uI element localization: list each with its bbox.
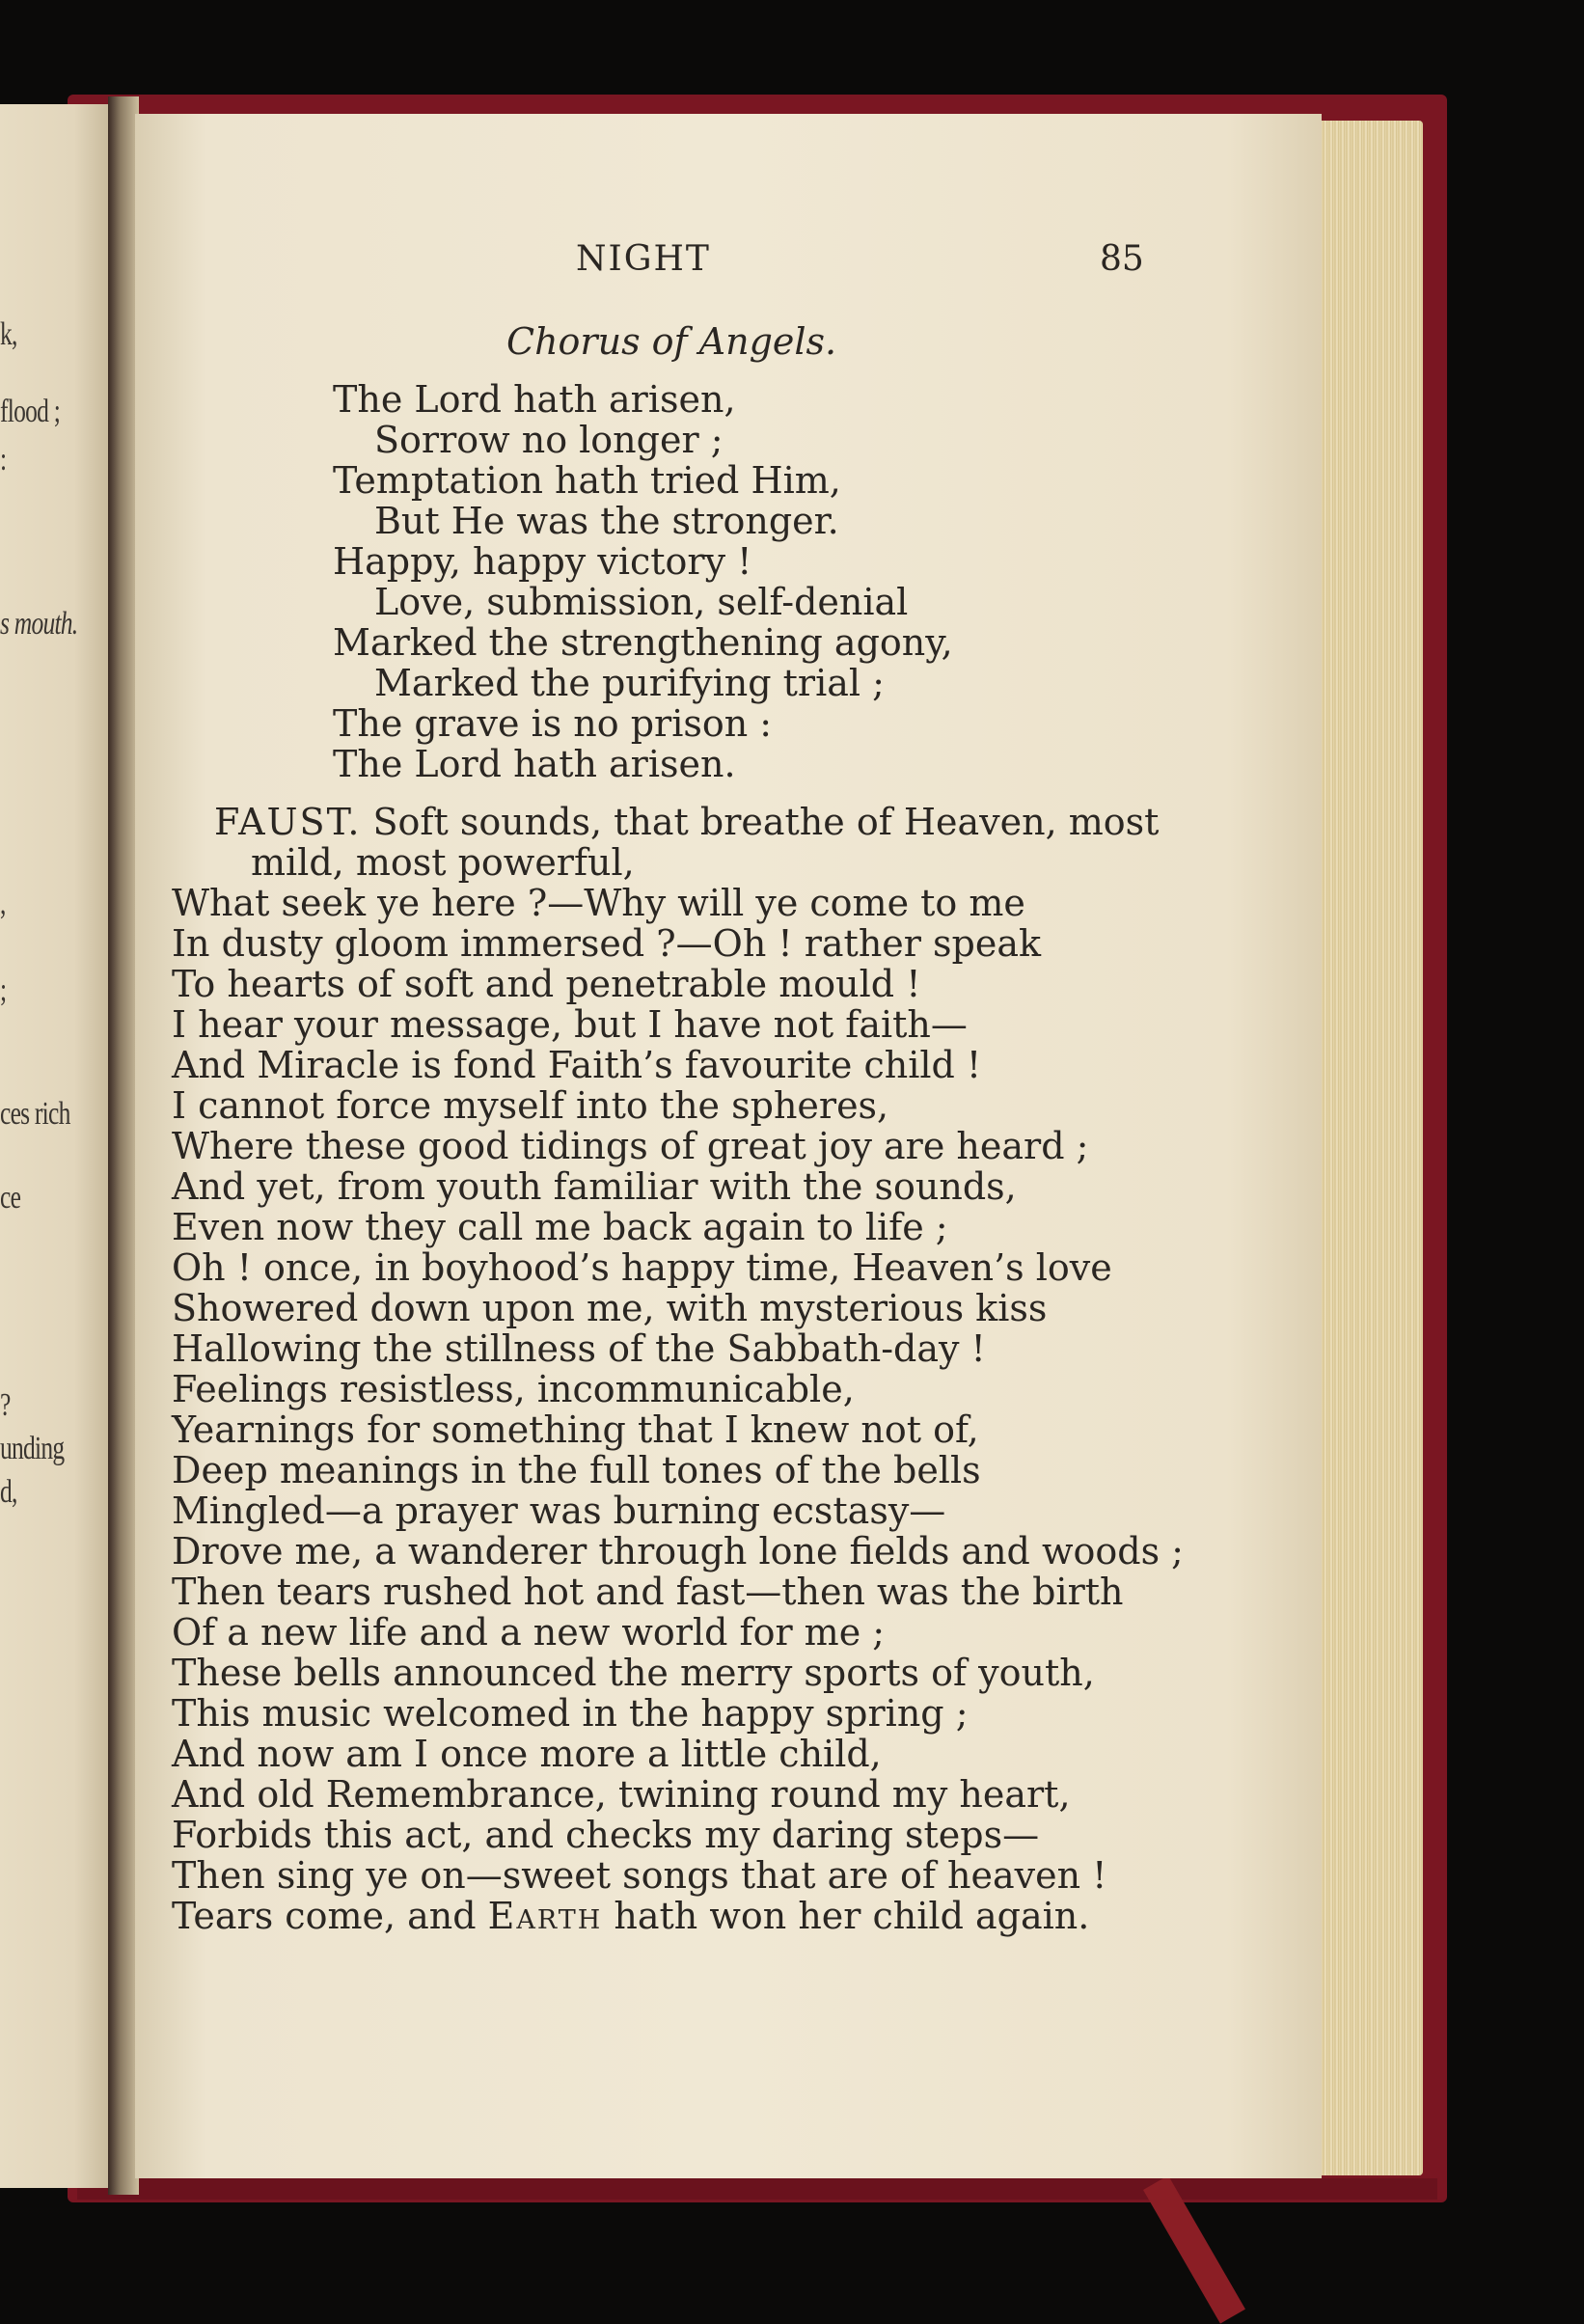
- facing-page-fragment: ces rich: [0, 1096, 70, 1132]
- faust-line: What seek ye here ?—Why will ye come to me: [172, 882, 1025, 924]
- page-number: 85: [1100, 239, 1144, 279]
- faust-line: I cannot force myself into the spheres,: [172, 1084, 889, 1127]
- facing-page-fragment: :: [0, 442, 7, 478]
- chorus-line: Temptation hath tried Him,: [333, 459, 841, 502]
- facing-page-fragment: ?: [0, 1387, 11, 1423]
- faust-line: And yet, from youth familiar with the sounds,: [172, 1165, 1017, 1208]
- faust-line: Showered down upon me, with mysterious kiss: [172, 1287, 1048, 1329]
- faust-line: Hallowing the stillness of the Sabbath-day !: [172, 1327, 986, 1370]
- faust-line: Mingled—a prayer was burning ecstasy—: [172, 1490, 946, 1532]
- chorus-line: The Lord hath arisen.: [333, 743, 736, 785]
- chorus-line: But He was the stronger.: [374, 500, 839, 542]
- chorus-line: Love, submission, self-denial: [374, 581, 909, 623]
- faust-line: mild, most powerful,: [251, 841, 635, 884]
- faust-line: This music welcomed in the happy spring ;: [172, 1692, 969, 1735]
- faust-line: I hear your message, but I have not faith—: [172, 1003, 968, 1046]
- facing-page-fragment: ;: [0, 972, 7, 1008]
- running-title: NIGHT: [576, 239, 711, 279]
- faust-line: Deep meanings in the full tones of the bells: [172, 1449, 981, 1491]
- faust-line: Forbids this act, and checks my daring steps—: [172, 1814, 1040, 1856]
- faust-line: Then sing ye on—sweet songs that are of heaven !: [172, 1854, 1107, 1897]
- faust-line: Of a new life and a new world for me ;: [172, 1611, 886, 1654]
- facing-page-fragment: s mouth.: [0, 606, 78, 642]
- faust-line: Then tears rushed hot and fast—then was the birth: [172, 1571, 1124, 1613]
- chorus-line: The grave is no prison :: [333, 702, 773, 745]
- emphasized-word: Earth: [487, 1895, 603, 1937]
- facing-page-fragment: k,: [0, 316, 17, 352]
- faust-first-line: [214, 801, 1159, 843]
- chorus-title: Chorus of Angels.: [506, 320, 837, 363]
- faust-line: Yearnings for something that I knew not of,: [172, 1408, 979, 1451]
- facing-page-fragment: ,: [0, 886, 6, 921]
- faust-line: Where these good tidings of great joy are heard ;: [172, 1125, 1089, 1167]
- faust-last-line: [172, 1895, 1089, 1937]
- faust-line: These bells announced the merry sports of youth,: [172, 1652, 1095, 1694]
- faust-last-line-start: Tears come, and: [172, 1895, 488, 1937]
- facing-page-fragment: d,: [0, 1474, 17, 1510]
- faust-opening-text: Soft sounds, that breathe of Heaven, most: [372, 801, 1160, 843]
- faust-line: Oh ! once, in boyhood’s happy time, Heaven’s love: [172, 1246, 1112, 1289]
- faust-last-line-end: hath won her child again.: [602, 1895, 1090, 1937]
- speaker-name: FAUST.: [214, 801, 362, 843]
- chorus-line: Sorrow no longer ;: [374, 419, 724, 461]
- facing-page-fragment: ce: [0, 1180, 21, 1216]
- faust-line: And now am I once more a little child,: [172, 1733, 882, 1775]
- faust-line: And old Remembrance, twining round my heart,: [172, 1773, 1071, 1816]
- chorus-line: Marked the strengthening agony,: [333, 621, 953, 664]
- faust-line: To hearts of soft and penetrable mould !: [172, 963, 921, 1005]
- faust-line: Feelings resistless, incommunicable,: [172, 1368, 855, 1410]
- chorus-line: Happy, happy victory !: [333, 540, 752, 583]
- faust-line: Even now they call me back again to life ;: [172, 1206, 948, 1248]
- facing-page-fragment: unding: [0, 1431, 65, 1466]
- facing-page-fragment: flood ;: [0, 394, 61, 429]
- chorus-line: Marked the purifying trial ;: [374, 662, 885, 704]
- faust-line: Drove me, a wanderer through lone fields and woods ;: [172, 1530, 1184, 1572]
- faust-line: In dusty gloom immersed ?—Oh ! rather speak: [172, 922, 1042, 965]
- faust-line: And Miracle is fond Faith’s favourite child !: [172, 1044, 982, 1086]
- chorus-line: The Lord hath arisen,: [333, 378, 736, 421]
